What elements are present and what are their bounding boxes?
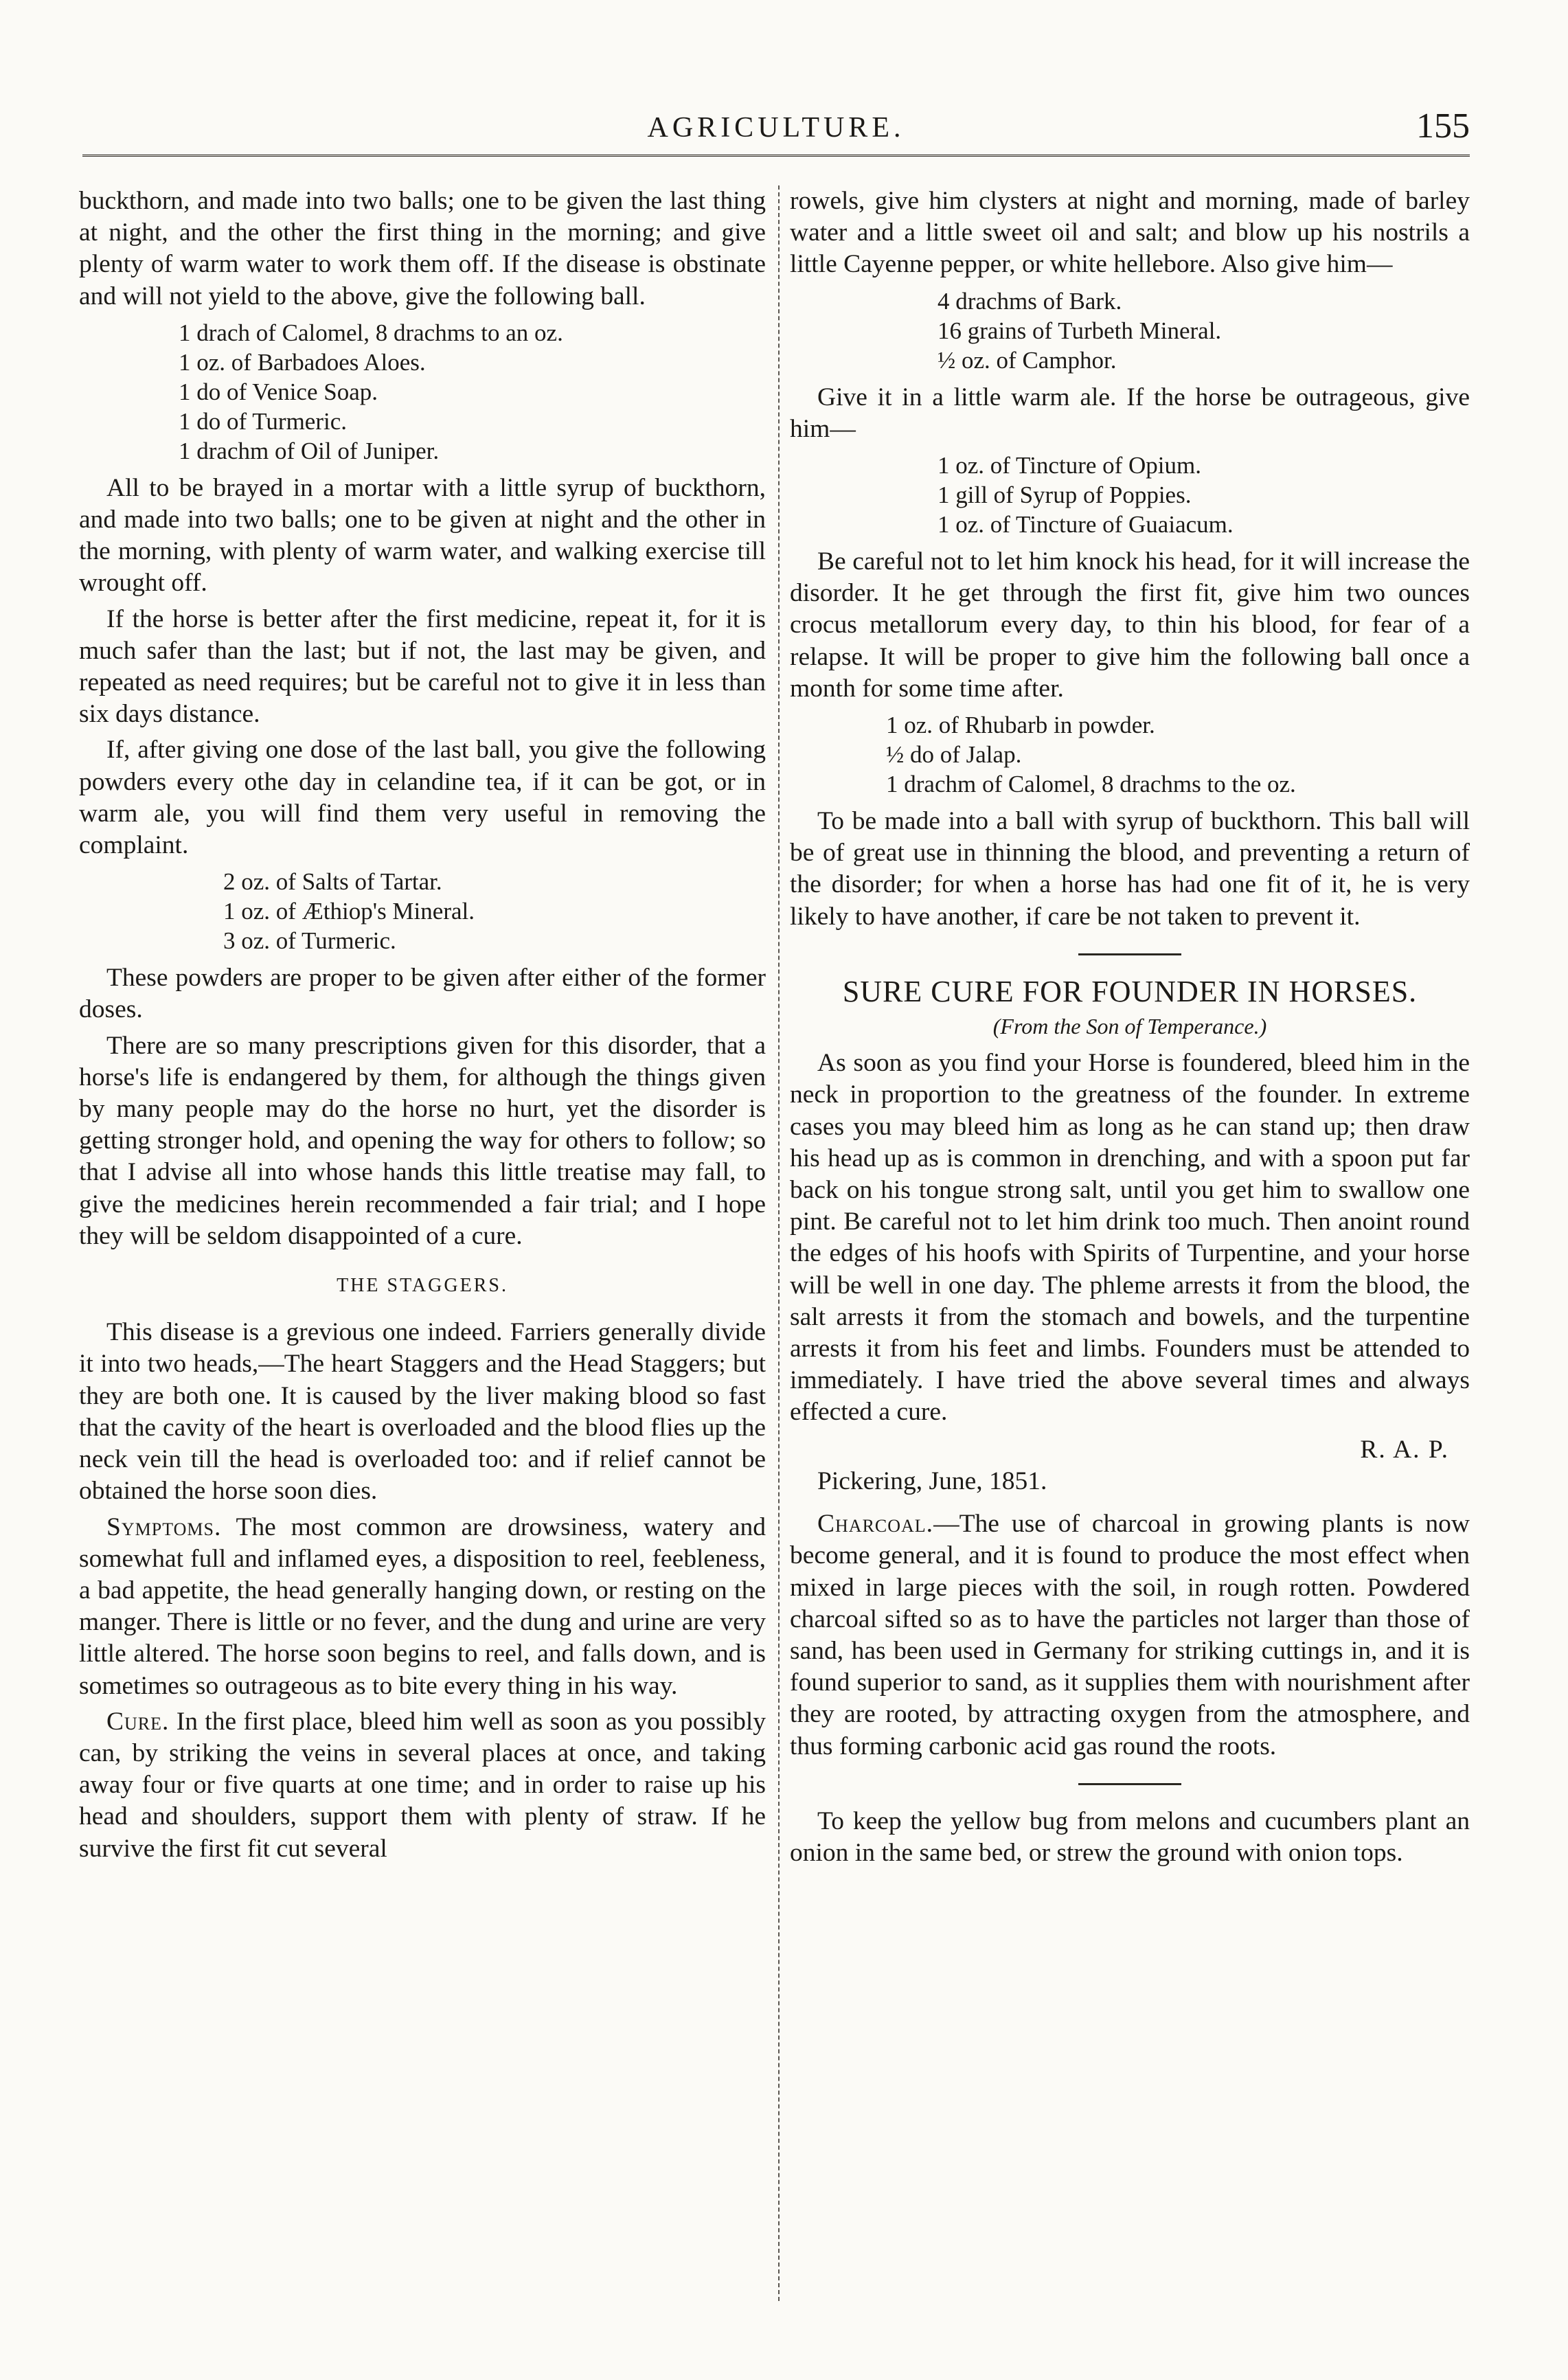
recipe-item: 1 do of Turmeric. — [179, 407, 347, 435]
paragraph: Be careful not to let him knock his head, for it will increase the disorder. It he get through the first fit, give him two ounces crocus metallorum every day, to thin his blood, for fear of a relapse. It will be proper to give him the following ball once a month for some time after. — [790, 547, 1470, 703]
paragraph — [790, 1508, 1470, 1763]
recipe-item: 1 drachm of Calomel, 8 drachms to the oz. — [886, 771, 1296, 798]
recipe-list — [886, 710, 1470, 799]
paragraph: If, after giving one dose of the last ball, you give the following powders every othe day in celandine tea, if it can be got, or in warm ale, you will find them very useful in removing the complaint. — [79, 736, 766, 860]
recipe-list — [223, 867, 766, 955]
recipe-item: 1 oz. of Tincture of Opium. — [938, 452, 1202, 479]
recipe-list — [938, 451, 1470, 539]
page-number: 155 — [1416, 106, 1470, 146]
left-column — [79, 185, 766, 1869]
section-rule — [1078, 1783, 1181, 1785]
recipe-list — [938, 286, 1470, 375]
paragraph: buckthorn, and made into two balls; one to be given the last thing at night, and the other the first thing in the morning; and give plenty of warm water to work them off. If the disease is obstinate and will not yield to the above, give the following ball. — [79, 187, 766, 310]
paragraph-text: The most common are drowsiness, watery and somewhat full and inflamed eyes, a disposition to reel, feebleness, a bad appetite, the head generally hanging down, or resting on the manger. There is little or no fever, and the dung and urine are very little altered. The horse soon begins to reel, and falls down, and is sometimes so outrageous as to bite every thing in his way. — [79, 1512, 766, 1700]
paragraph-text: In the first place, bleed him well as soon as you possibly can, by striking the veins in several places at once, and taking away four or five quarts at one time; and in order to raise up his head and shoulders, support them with plenty of straw. If he survive the first fit cut several — [79, 1707, 766, 1863]
signature: R. A. P. — [1360, 1435, 1449, 1464]
recipe-item: 2 oz. of Salts of Tartar. — [223, 868, 442, 896]
paragraph: To be made into a ball with syrup of buckthorn. This ball will be of great use in thinning the blood, and preventing a return of the disorder; for when a horse has had one fit of it, he is very likely to have another, if care be not taken to prevent it. — [790, 807, 1470, 931]
paragraph: rowels, give him clysters at night and morning, made of barley water and a little sweet oil and salt; and blow up his nostrils a little Cayenne pepper, or white hellebore. Also give him— — [790, 187, 1470, 279]
recipe-item: 1 do of Venice Soap. — [179, 378, 378, 405]
recipe-item: 1 gill of Syrup of Poppies. — [938, 481, 1192, 509]
recipe-list — [179, 318, 766, 466]
run-in-label: Charcoal. — [817, 1510, 934, 1539]
run-in-label: Symptoms. — [106, 1512, 222, 1541]
column-divider — [778, 185, 780, 2301]
paragraph: There are so many prescriptions given for this disorder, that a horse's life is endangered by them, for although the things given by many people may do the horse no hurt, yet the disorder is getting stronger hold, and opening the way for others to follow; so that I advise all into whose hands this little treatise may fall, to give the medicines herein recommended a fair trial; and I hope they will be seldom disappointed of a cure. — [79, 1031, 766, 1250]
recipe-item: 1 oz. of Barbadoes Aloes. — [179, 348, 426, 376]
paragraph — [79, 1512, 766, 1702]
article-source: (From the Son of Temperance.) — [992, 1014, 1267, 1039]
section-rule — [1078, 953, 1181, 955]
paragraph: These powders are proper to be given after either of the former doses. — [79, 964, 766, 1024]
recipe-item: 1 drachm of Oil of Juniper. — [179, 437, 440, 464]
recipe-item: ½ do of Jalap. — [886, 741, 1022, 769]
recipe-item: 1 oz. of Æthiop's Mineral. — [223, 898, 475, 925]
paragraph: All to be brayed in a mortar with a little syrup of buckthorn, and made into two balls; one to be given at night and the other in the morning, with plenty of warm water, and walking exercise till wrought off. — [79, 473, 766, 598]
running-head-title: AGRICULTURE. — [647, 112, 905, 144]
paragraph: This disease is a grevious one indeed. Farriers generally divide it into two heads,—The heart Staggers and the Head Staggers; but they are both one. It is caused by the liver making blood so fast that the cavity of the heart is overloaded and the blood flies up the neck vein till the head is overloaded too: and if relief cannot be obtained the horse soon dies. — [79, 1318, 766, 1506]
right-column — [790, 185, 1470, 1873]
paragraph — [79, 1706, 766, 1865]
running-head — [82, 103, 1470, 151]
recipe-item: 1 oz. of Rhubarb in powder. — [886, 712, 1155, 739]
paragraph-text: —The use of charcoal in growing plants is now become general, and it is found to produce the most effect when mixed in large pieces with the soil, in rough rotten. Powdered charcoal sifted so as to have the particles not larger than those of sand, has been used in Germany for striking cuttings in, and it is found superior to sand, as it supplies them with nourishment after they are rooted, by attracting oxygen from the atmosphere, and thus forming carbonic acid gas round the roots. — [790, 1510, 1470, 1760]
section-heading: THE STAGGERS. — [337, 1275, 508, 1297]
header-rule — [82, 155, 1470, 157]
run-in-label: Cure. — [106, 1707, 170, 1736]
paragraph: Give it in a little warm ale. If the horse be outrageous, give him— — [790, 383, 1470, 443]
recipe-item: 1 drach of Calomel, 8 drachms to an oz. — [179, 319, 563, 346]
recipe-item: 3 oz. of Turmeric. — [223, 927, 396, 955]
dateline: Pickering, June, 1851. — [817, 1466, 1047, 1495]
paragraph: If the horse is better after the first medicine, repeat it, for it is much safer than the last; but if not, the last may be given, and repeated as need requires; but be careful not to give it in less than six days distance. — [79, 604, 766, 729]
recipe-item: 4 drachms of Bark. — [938, 287, 1122, 315]
paragraph: To keep the yellow bug from melons and cucumbers plant an onion in the same bed, or strew the ground with onion tops. — [790, 1806, 1470, 1867]
recipe-item: 16 grains of Turbeth Mineral. — [938, 317, 1222, 344]
article-heading: SURE CURE FOR FOUNDER IN HORSES. — [842, 974, 1418, 1008]
recipe-item: ½ oz. of Camphor. — [938, 346, 1117, 374]
recipe-item: 1 oz. of Tincture of Guaiacum. — [938, 511, 1234, 539]
paragraph: As soon as you find your Horse is foundered, bleed him in the neck in proportion to the greatness of the founder. In extreme cases you may bleed him as long as he can stand up; then draw his head up as is common in drenching, and with a spoon put far back on his tongue strong salt, until you get him to swallow one pint. Be careful not to let him drink too much. Then anoint round the edges of his hoofs with Spirits of Turpentine, and your horse will be well in one day. The phleme arrests it from the blood, the salt arrests it from the stomach and bowels, and the turpentine arrests it from his feet and limbs. Founders must be attended to immediately. I have tried the above several times and always effected a cure. — [790, 1049, 1470, 1427]
